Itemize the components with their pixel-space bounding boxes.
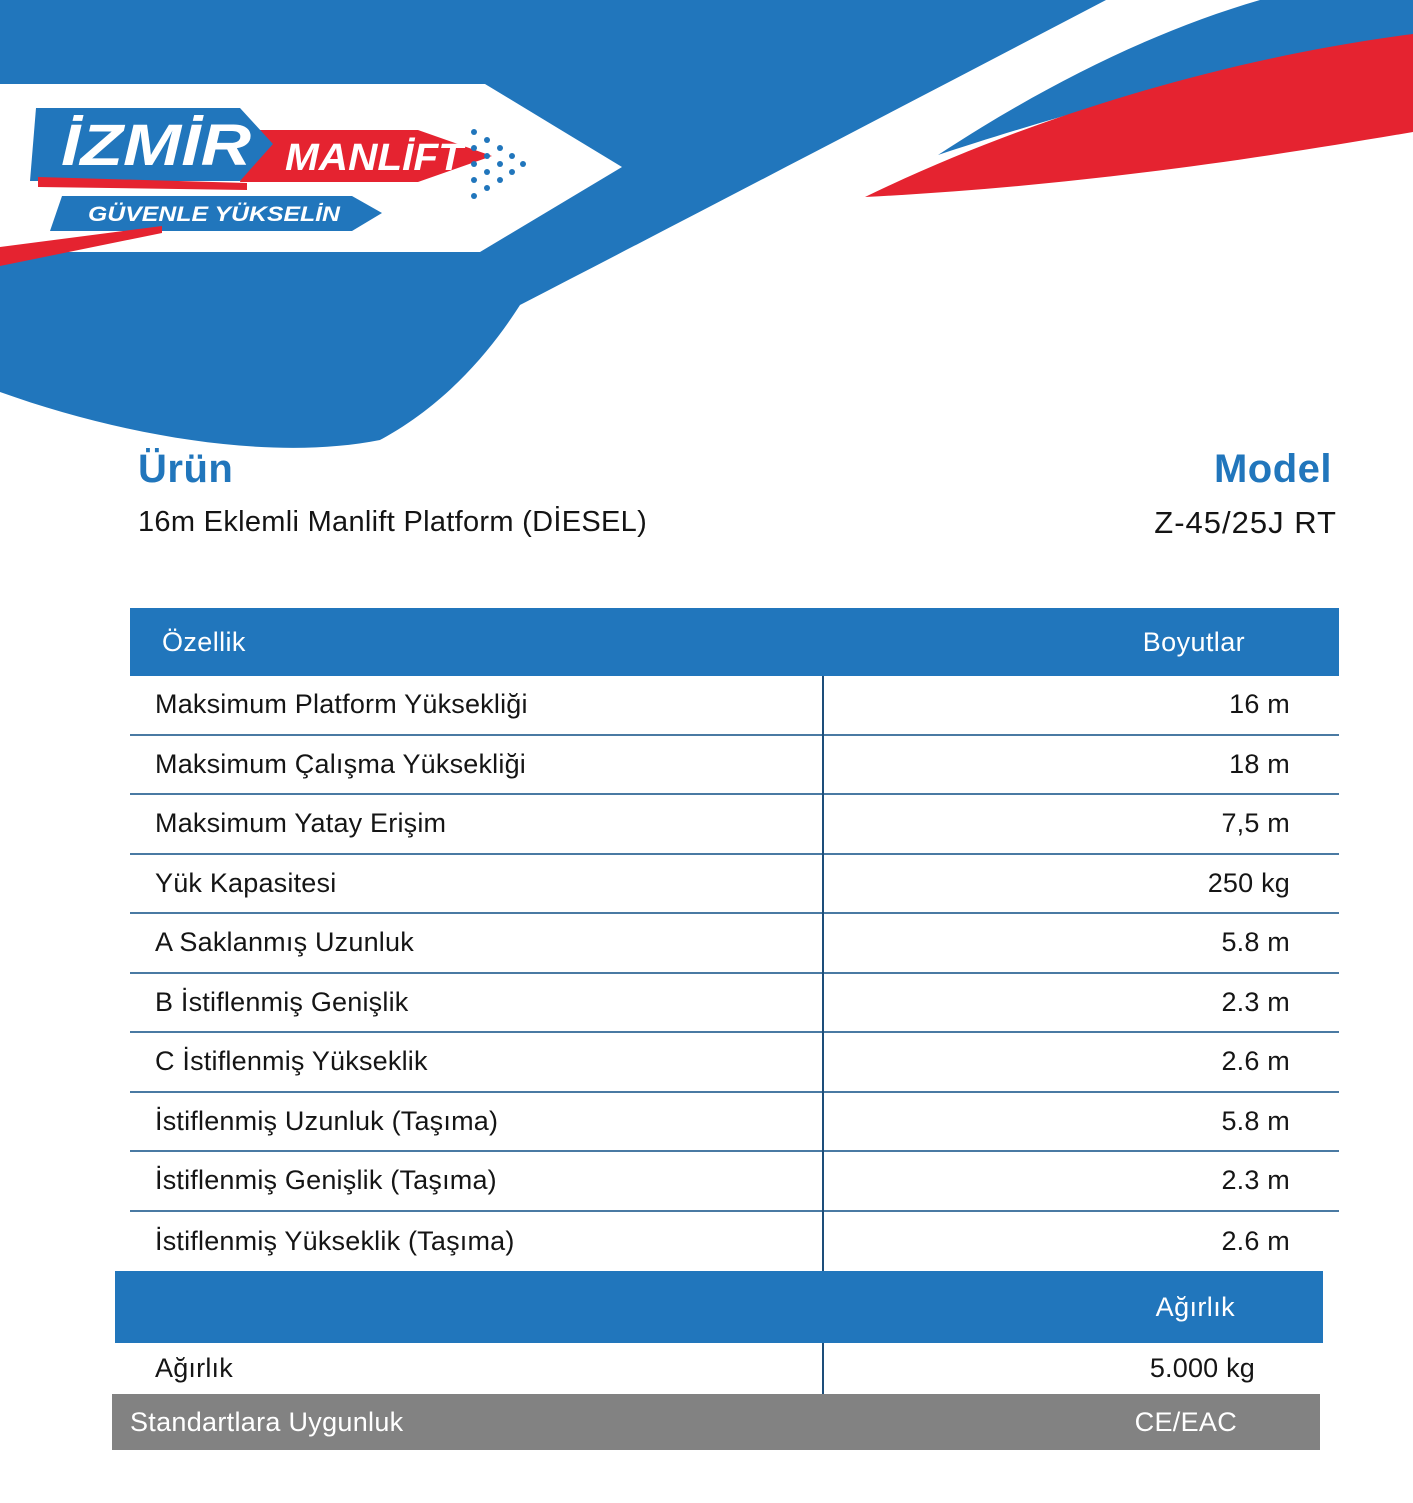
- table-row: [130, 1093, 1339, 1153]
- model-section-title: Model: [1213, 447, 1332, 491]
- row-label: Maksimum Yatay Erişim: [155, 808, 447, 839]
- row-value: 18 m: [1229, 748, 1290, 779]
- feature-column-header: Özellik: [162, 626, 246, 657]
- dimension-column-header: Boyutlar: [1142, 626, 1245, 657]
- table-row: [130, 1212, 1339, 1272]
- row-value: 5.8 m: [1221, 1105, 1290, 1136]
- row-value: 2.6 m: [1221, 1225, 1290, 1256]
- row-label: C İstiflenmiş Yükseklik: [155, 1046, 428, 1077]
- row-value: 2.6 m: [1221, 1046, 1290, 1077]
- row-value: 5.8 m: [1221, 927, 1290, 958]
- model-value: Z-45/25J RT: [1154, 505, 1337, 540]
- row-label: İstiflenmiş Yükseklik (Taşıma): [155, 1225, 515, 1256]
- standards-row: [112, 1394, 1320, 1450]
- table-body: [130, 676, 1339, 1271]
- table-row: [130, 676, 1339, 736]
- brand-tagline: GÜVENLE YÜKSELİN: [88, 203, 341, 226]
- row-label: Yük Kapasitesi: [155, 867, 337, 898]
- row-value: 16 m: [1229, 689, 1290, 720]
- row-value: 2.3 m: [1221, 1165, 1290, 1196]
- product-section-title: Ürün: [138, 447, 234, 491]
- row-label: Maksimum Çalışma Yüksekliği: [155, 748, 526, 779]
- table-row: [130, 974, 1339, 1034]
- row-label: A Saklanmış Uzunluk: [155, 927, 414, 958]
- brand-name: İZMİR: [61, 113, 252, 178]
- brand-sub: MANLİFT: [285, 137, 466, 179]
- row-label: Maksimum Platform Yüksekliği: [155, 689, 528, 720]
- standards-label: Standartlara Uygunluk: [130, 1406, 404, 1437]
- row-label: B İstiflenmiş Genişlik: [155, 986, 409, 1017]
- table-row: [130, 795, 1339, 855]
- weight-row: [130, 1343, 1339, 1394]
- weight-header-label: Ağırlık: [1155, 1291, 1235, 1322]
- row-label: Ağırlık: [155, 1353, 233, 1383]
- row-value: 7,5 m: [1221, 808, 1290, 839]
- table-row: [130, 736, 1339, 796]
- row-value: 5.000 kg: [1149, 1353, 1255, 1383]
- table-row: [130, 914, 1339, 974]
- row-value: 250 kg: [1207, 867, 1290, 898]
- table-row: [130, 1033, 1339, 1093]
- product-name: 16m Eklemli Manlift Platform (DİESEL): [138, 506, 648, 538]
- standards-value: CE/EAC: [1134, 1406, 1237, 1437]
- row-value: 2.3 m: [1221, 986, 1290, 1017]
- row-label: İstiflenmiş Genişlik (Taşıma): [155, 1165, 497, 1196]
- table-row: [130, 855, 1339, 915]
- table-header: [130, 608, 1339, 676]
- spec-table: [130, 608, 1339, 1271]
- row-label: İstiflenmiş Uzunluk (Taşıma): [155, 1105, 499, 1136]
- weight-section-header: [115, 1271, 1323, 1343]
- header-wave: [0, 0, 1413, 470]
- table-row: [130, 1152, 1339, 1212]
